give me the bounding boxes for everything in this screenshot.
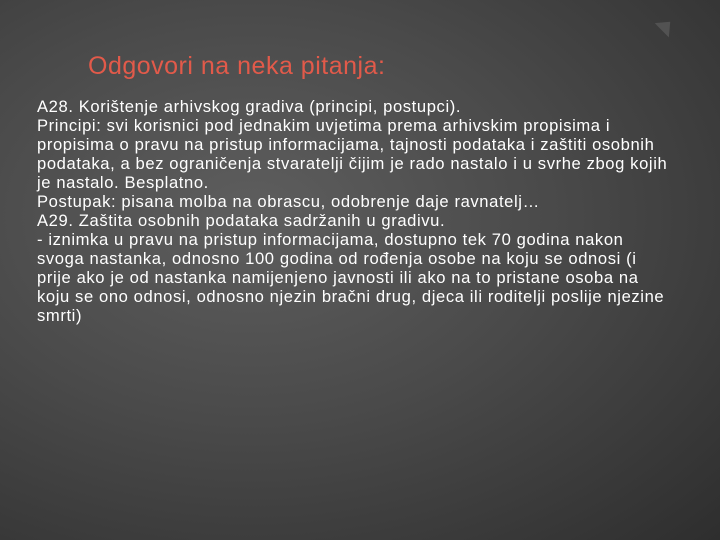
paragraph-procedure — [37, 192, 669, 211]
paragraph-text: Korištenje arhivskog gradiva (principi, postupci). — [73, 97, 462, 116]
paragraph-text: Postupak: pisana molba na obrascu, odobrenje daje ravnatelj… — [37, 192, 540, 211]
decorative-triangle-icon — [655, 15, 678, 38]
paragraph-text: Principi: svi korisnici pod jednakim uvjetima prema arhivskim propisima i propisima o pravu na pristup informacijama, tajnosti podataka i zaštiti osobnih podataka, a bez ograničenja stvaratelji čijim je rado nastalo i u svrhe zbog kojih je nastalo. Besplatno. — [37, 116, 668, 192]
paragraph-a28 — [37, 97, 669, 116]
slide-content — [37, 97, 669, 325]
paragraph-text: Zaštita osobnih podataka sadržanih u gradivu. — [73, 211, 446, 230]
paragraph-text: - iznimka u pravu na pristup informacijama, dostupno tek 70 godina nakon svoga nastanka, odnosno 100 godina od rođenja osobe na koju se odnosi (i prije ako je od nastanka namijenjeno javnosti ili ako na to pristane osoba na koju se ono odnosi, odnosno njezin bračni drug, djeca ili roditelji poslije njezine smrti) — [37, 230, 665, 325]
question-label: A29. — [37, 211, 74, 230]
paragraph-a29 — [37, 211, 669, 230]
paragraph-exception — [37, 230, 669, 325]
paragraph-principles — [37, 116, 669, 192]
slide-title: Odgovori na neka pitanja: — [88, 52, 386, 80]
decorative-triangle-icon — [29, 508, 50, 524]
question-label: A28. — [37, 97, 74, 116]
